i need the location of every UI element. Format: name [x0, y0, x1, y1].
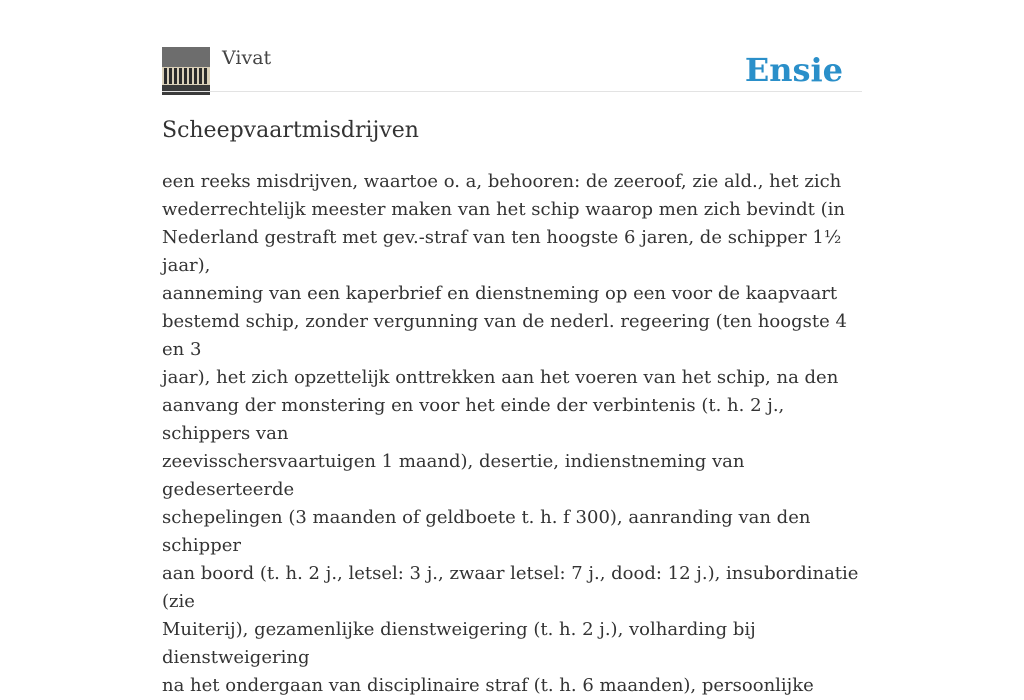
article-line: Nederland gestraft met gev.-straf van ten hoogste 6 jaren, de schipper 1½ jaar),	[162, 227, 842, 276]
page-title: Scheepvaartmisdrijven	[162, 118, 419, 143]
article-line: aanneming van een kaperbrief en dienstneming op een voor de kaapvaart	[162, 283, 838, 304]
article-line: schepelingen (3 maanden of geldboete t. h. f 300), aanranding van den schipper	[162, 507, 811, 556]
article-line: aanvang der monstering en voor het einde der verbintenis (t. h. 2 j., schippers van	[162, 395, 785, 444]
article-line: Muiterij), gezamenlijke dienstweigering (t. h. 2 j.), volharding bij dienstweigering	[162, 619, 756, 668]
source-avatar[interactable]	[162, 47, 210, 95]
book-spines-icon	[162, 47, 210, 95]
article-line: wederrechtelijk meester maken van het schip waarop men zich bevindt (in	[162, 199, 845, 220]
source-name[interactable]: Vivat	[222, 47, 272, 69]
header-divider	[162, 91, 862, 92]
article-line: een reeks misdrijven, waartoe o. a, behooren: de zeeroof, zie ald., het zich	[162, 171, 842, 192]
article-line: bestemd schip, zonder vergunning van de nederl. regeering (ten hoogste 4 en 3	[162, 311, 847, 360]
article-line: jaar), het zich opzettelijk onttrekken aan het voeren van het schip, na den	[162, 367, 839, 388]
brand-logo[interactable]: Ensie	[744, 51, 843, 89]
article-line: na het ondergaan van disciplinaire straf (t. h. 6 maanden), persoonlijke	[162, 675, 814, 696]
article-body	[162, 168, 864, 700]
article-line: zeevisschersvaartuigen 1 maand), desertie, indienstneming van gedeserteerde	[162, 451, 745, 500]
article-line: aan boord (t. h. 2 j., letsel: 3 j., zwaar letsel: 7 j., dood: 12 j.), insubordinatie (zie	[162, 563, 859, 612]
